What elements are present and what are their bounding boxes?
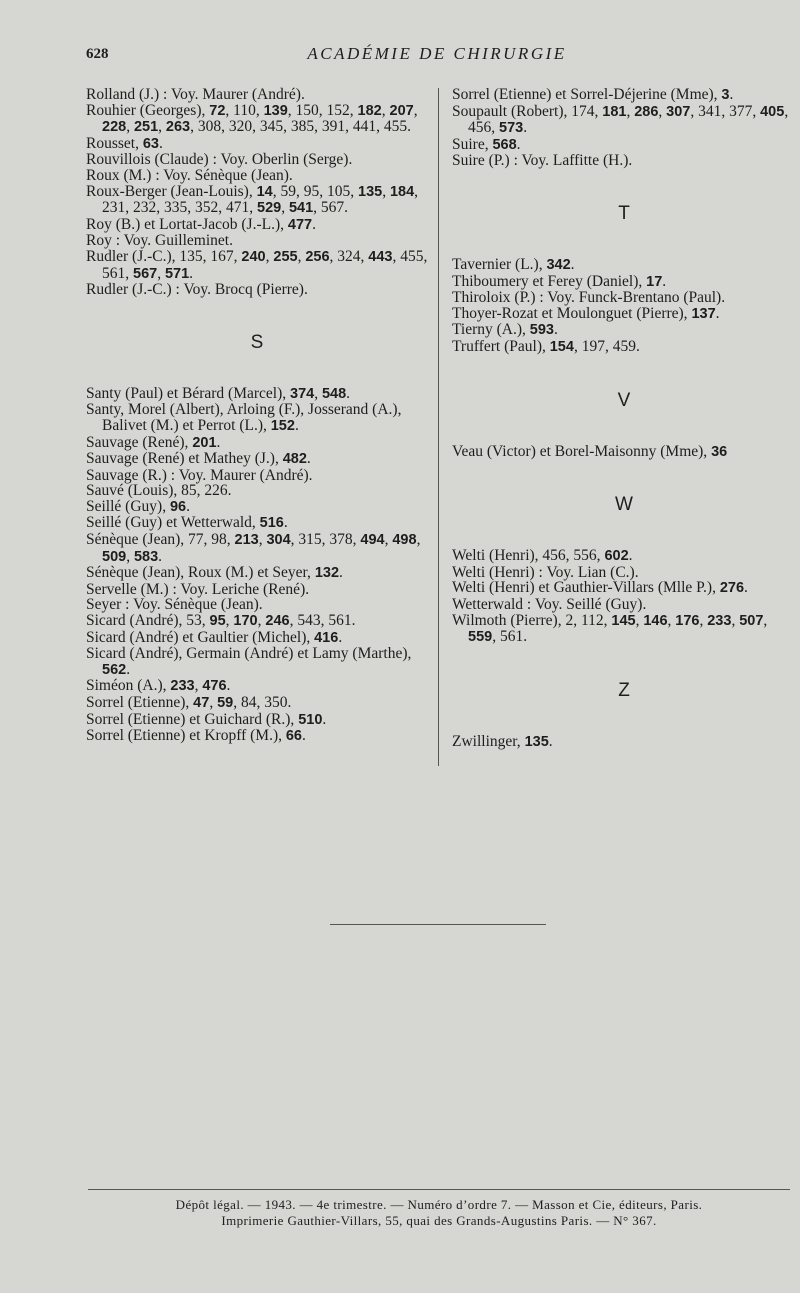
entry-text: , bbox=[225, 612, 234, 630]
index-entry bbox=[86, 386, 428, 403]
entry-text: . bbox=[744, 579, 748, 597]
page-ref-bold: 14 bbox=[256, 183, 273, 200]
page-ref-bold: 602 bbox=[604, 548, 629, 565]
entry-text: Santy (Paul) et Bérard (Marcel), bbox=[86, 384, 291, 402]
entry-text: Thoyer-Rozat et Moulonguet (Pierre), bbox=[452, 304, 692, 322]
entry-text: , bbox=[258, 531, 267, 549]
entry-text: Welti (Henri) et Gauthier-Villars (Mlle P.), bbox=[452, 579, 720, 597]
entry-text: Rudler (J.-C.) : Voy. Brocq (Pierre). bbox=[86, 281, 308, 299]
page-ref-bold: 145 bbox=[611, 612, 636, 629]
page-ref-bold: 477 bbox=[287, 216, 313, 233]
entry-text: . bbox=[294, 416, 299, 434]
page-ref-bold: 251 bbox=[133, 119, 159, 136]
entry-text: . bbox=[312, 215, 316, 233]
index-entry bbox=[86, 402, 428, 434]
entry-text: Sicard (André) et Gaultier (Michel), bbox=[86, 628, 315, 646]
entry-text: Wetterwald : Voy. Seillé (Guy). bbox=[452, 595, 647, 613]
page-ref-bold: 96 bbox=[169, 498, 187, 515]
page-ref-bold: 482 bbox=[282, 451, 307, 468]
entry-text: . bbox=[158, 134, 163, 152]
entry-text: , 456, bbox=[468, 102, 789, 137]
page-ref-bold: 516 bbox=[259, 515, 284, 532]
entry-text: , bbox=[667, 611, 676, 629]
page-ref-bold: 416 bbox=[314, 629, 339, 646]
entry-text: , 543, 561. bbox=[289, 612, 356, 630]
entry-text: Roy : Voy. Guilleminet. bbox=[86, 232, 233, 250]
entry-text: . bbox=[662, 272, 667, 290]
entry-text: , bbox=[265, 247, 274, 265]
entry-text: , bbox=[699, 611, 708, 629]
page-ref-bold: 443 bbox=[368, 248, 393, 265]
entry-text: , bbox=[381, 101, 390, 119]
page-ref-bold: 154 bbox=[549, 338, 574, 355]
page-ref-bold: 66 bbox=[285, 728, 302, 745]
entry-text: Sicard (André), Germain (André) et Lamy (Marthe), bbox=[86, 645, 412, 663]
page-ref-bold: 233 bbox=[170, 678, 195, 695]
entry-text: , bbox=[658, 102, 667, 120]
entry-text: , bbox=[126, 547, 134, 565]
page-ref-bold: 201 bbox=[192, 434, 217, 451]
page-ref-bold: 529 bbox=[257, 200, 282, 217]
index-entry bbox=[452, 339, 796, 356]
index-entry bbox=[452, 322, 796, 339]
entry-text: . bbox=[158, 547, 163, 565]
page-ref-bold: 135 bbox=[358, 183, 383, 200]
index-entry bbox=[86, 468, 428, 484]
running-title: ACADÉMIE DE CHIRURGIE bbox=[307, 44, 567, 63]
entry-text: . bbox=[729, 86, 734, 103]
entry-text: Sorrel (Etienne) et Guichard (R.), bbox=[86, 710, 299, 728]
entry-text: , 315, 378, bbox=[290, 531, 361, 549]
entry-text: , bbox=[157, 264, 165, 282]
index-entry bbox=[86, 451, 428, 468]
entry-text: Rudler (J.-C.), 135, 167, bbox=[86, 247, 242, 265]
index-entry bbox=[452, 444, 796, 461]
entry-text: Wilmoth (Pierre), 2, 112, bbox=[452, 611, 612, 629]
page-ref-bold: 541 bbox=[288, 200, 314, 217]
entry-text: Siméon (A.), bbox=[86, 677, 171, 695]
entry-text: Rouvillois (Claude) : Voy. Oberlin (Serge). bbox=[86, 151, 353, 169]
page-ref-bold: 59 bbox=[217, 695, 234, 711]
index-entry bbox=[86, 103, 428, 136]
page-ref-bold: 170 bbox=[233, 613, 258, 630]
page-ref-bold: 571 bbox=[164, 265, 190, 282]
page-ref-bold: 509 bbox=[102, 548, 127, 565]
page-ref-bold: 17 bbox=[646, 273, 663, 290]
entry-text: Sénèque (Jean), 77, 98, bbox=[86, 531, 235, 549]
footer-rule bbox=[88, 1189, 790, 1190]
page-ref-bold: 72 bbox=[209, 102, 226, 119]
entry-text: . bbox=[226, 677, 231, 695]
entry-text: Tavernier (L.), bbox=[452, 255, 547, 273]
entry-text: Thiboumery et Ferey (Daniel), bbox=[452, 272, 647, 290]
entry-text: Roux-Berger (Jean-Louis), bbox=[86, 182, 257, 200]
page-ref-bold: 342 bbox=[546, 256, 571, 273]
entry-text: , 341, 377, bbox=[690, 102, 761, 120]
entry-text: , 84, 350. bbox=[233, 694, 292, 711]
entry-text: , bbox=[384, 531, 393, 549]
entry-text: . bbox=[339, 564, 343, 582]
page-ref-bold: 494 bbox=[360, 532, 385, 549]
entry-text: , bbox=[194, 677, 203, 695]
page-ref-bold: 255 bbox=[273, 248, 298, 265]
entry-text: . bbox=[322, 710, 327, 728]
entry-text: . bbox=[628, 547, 633, 565]
page-ref-bold: 304 bbox=[266, 532, 291, 549]
entry-text: . bbox=[283, 514, 288, 532]
page-ref-bold: 374 bbox=[290, 385, 315, 402]
entry-text: , bbox=[626, 102, 635, 120]
page-ref-bold: 567 bbox=[133, 265, 158, 282]
entry-text: . bbox=[548, 732, 553, 750]
index-column-right bbox=[452, 87, 796, 750]
index-entry bbox=[86, 630, 428, 647]
page-ref-bold: 562 bbox=[102, 661, 127, 678]
entry-text: . bbox=[570, 255, 575, 273]
colophon-line-1: Dépôt légal. — 1943. — 4e trimestre. — Numéro d’ordre 7. — Masson et Cie, éditeurs, Paris. bbox=[175, 1197, 703, 1212]
index-entry bbox=[86, 217, 428, 234]
page-ref-bold: 405 bbox=[760, 103, 785, 120]
entry-text: . bbox=[338, 628, 343, 646]
index-entry bbox=[86, 499, 428, 516]
index-entry bbox=[86, 152, 428, 168]
entry-text: Seillé (Guy) et Wetterwald, bbox=[86, 514, 260, 532]
page-ref-bold: 476 bbox=[202, 678, 227, 695]
index-entry bbox=[452, 597, 796, 613]
entry-text: , 455, 561, bbox=[102, 247, 428, 282]
page-ref-bold: 184 bbox=[389, 183, 415, 200]
index-entry bbox=[452, 290, 796, 306]
end-rule bbox=[330, 924, 546, 925]
page-ref-bold: 146 bbox=[643, 612, 668, 629]
entry-text: , 197, 459. bbox=[573, 337, 640, 355]
entry-text: . bbox=[186, 497, 190, 515]
index-entry bbox=[452, 580, 796, 597]
entry-text: Sauvé (Louis), 85, 226. bbox=[86, 482, 232, 500]
entry-text: . bbox=[516, 135, 521, 153]
entry-text: Roux (M.) : Voy. Sénèque (Jean). bbox=[86, 166, 293, 184]
index-entry bbox=[86, 728, 428, 745]
index-entry bbox=[86, 582, 428, 598]
entry-text: Sicard (André), 53, bbox=[86, 612, 210, 630]
section-letter-w: W bbox=[615, 494, 633, 516]
page-ref-bold: 152 bbox=[270, 417, 295, 434]
entry-text: , 231, 232, 335, 352, 471, bbox=[102, 182, 419, 217]
entry-text: Welti (Henri) : Voy. Lian (C.). bbox=[452, 563, 639, 581]
entry-text: , 150, 152, bbox=[287, 101, 358, 119]
page-ref-bold: 137 bbox=[691, 305, 716, 322]
page-ref-bold: 307 bbox=[666, 103, 691, 120]
entry-text: Veau (Victor) et Borel-Maisonny (Mme), bbox=[452, 442, 712, 460]
page-ref-bold: 47 bbox=[193, 695, 210, 711]
page-ref-bold: 593 bbox=[529, 322, 554, 339]
page-number: 628 bbox=[86, 46, 109, 62]
index-entry bbox=[86, 597, 428, 613]
index-entry bbox=[86, 515, 428, 532]
index-entry bbox=[452, 87, 796, 104]
entry-text: , bbox=[158, 118, 166, 136]
entry-text: . bbox=[306, 450, 311, 468]
page-ref-bold: 263 bbox=[165, 119, 191, 136]
colophon-line-2: Imprimerie Gauthier-Villars, 55, quai des Grands-Augustins Paris. — N° 367. bbox=[221, 1213, 657, 1228]
entry-text: , bbox=[257, 612, 266, 630]
index-entry bbox=[452, 306, 796, 323]
entry-text: Thiroloix (P.) : Voy. Funck-Brentano (Paul). bbox=[452, 289, 726, 307]
index-entry bbox=[452, 104, 796, 137]
index-entry bbox=[86, 233, 428, 249]
index-entry bbox=[86, 613, 428, 630]
page-ref-bold: 559 bbox=[468, 629, 493, 646]
index-entry bbox=[452, 257, 796, 274]
page-ref-bold: 139 bbox=[263, 102, 288, 119]
entry-text: . bbox=[346, 384, 351, 402]
entry-text: , bbox=[635, 611, 644, 629]
page-ref-bold: 213 bbox=[234, 532, 259, 549]
entry-text: , 324, bbox=[329, 247, 369, 265]
section-letter-s: S bbox=[250, 331, 264, 353]
entry-text: . bbox=[216, 433, 221, 451]
entry-text: Seyer : Voy. Sénèque (Jean). bbox=[86, 596, 263, 614]
index-entry bbox=[86, 282, 428, 298]
entry-text: , 110, bbox=[225, 101, 264, 119]
section-letter-v: V bbox=[617, 389, 631, 411]
entry-text: Rolland (J.) : Voy. Maurer (André). bbox=[86, 86, 305, 103]
index-entry bbox=[86, 249, 428, 282]
entry-text: Welti (Henri), 456, 556, bbox=[452, 547, 605, 565]
entry-text: Servelle (M.) : Voy. Leriche (René). bbox=[86, 580, 310, 598]
index-entry bbox=[86, 435, 428, 452]
page-ref-bold: 548 bbox=[321, 385, 347, 402]
index-entry bbox=[86, 87, 428, 103]
section-letter-z: Z bbox=[618, 679, 630, 701]
entry-text: . bbox=[302, 727, 306, 745]
entry-text: , 59, 95, 105, bbox=[272, 182, 358, 200]
page-ref-bold: 228 bbox=[102, 119, 127, 136]
entry-text: Sorrel (Etienne), bbox=[86, 694, 194, 711]
page-ref-bold: 135 bbox=[524, 733, 549, 750]
page-ref-bold: 207 bbox=[389, 102, 414, 119]
section-letter-t: T bbox=[618, 202, 630, 224]
entry-text: Rousset, bbox=[86, 134, 143, 152]
page-ref-bold: 233 bbox=[707, 612, 732, 629]
entry-text: Suire (P.) : Voy. Laffitte (H.). bbox=[452, 152, 633, 170]
page-ref-bold: 63 bbox=[142, 135, 159, 152]
entry-text: , bbox=[416, 531, 421, 549]
entry-text: , 308, 320, 345, 385, 391, 441, 455. bbox=[190, 118, 411, 136]
column-divider bbox=[438, 88, 439, 766]
index-entry bbox=[86, 184, 428, 217]
entry-text: Suire, bbox=[452, 135, 493, 153]
page-ref-bold: 182 bbox=[357, 102, 382, 119]
index-entry bbox=[452, 613, 796, 646]
entry-text: , bbox=[314, 384, 322, 402]
entry-text: Zwillinger, bbox=[452, 732, 525, 750]
entry-text: . bbox=[523, 119, 528, 137]
index-entry bbox=[452, 548, 796, 565]
index-entry bbox=[452, 137, 796, 154]
entry-text: Sauvage (René), bbox=[86, 433, 193, 451]
entry-text: . bbox=[126, 660, 131, 678]
index-entry bbox=[86, 532, 428, 565]
entry-text: , 567. bbox=[313, 199, 349, 217]
entry-text: . bbox=[715, 304, 720, 322]
index-entry bbox=[86, 168, 428, 184]
entry-text: Tierny (A.), bbox=[452, 321, 530, 339]
page-ref-bold: 240 bbox=[241, 248, 266, 265]
page-ref-bold: 95 bbox=[209, 613, 226, 630]
entry-text: Truffert (Paul), bbox=[452, 337, 550, 355]
entry-text: Sorrel (Etienne) et Sorrel-Déjerine (Mme), bbox=[452, 86, 722, 103]
page-ref-bold: 573 bbox=[499, 120, 524, 137]
entry-text: Sénèque (Jean), Roux (M.) et Seyer, bbox=[86, 564, 315, 582]
index-entry bbox=[86, 565, 428, 582]
entry-text: , bbox=[297, 247, 306, 265]
index-entry bbox=[86, 678, 428, 695]
page-ref-bold: 510 bbox=[298, 711, 323, 728]
page-ref-bold: 276 bbox=[719, 580, 745, 597]
entry-text: Soupault (Robert), 174, bbox=[452, 102, 603, 120]
index-entry bbox=[452, 734, 796, 751]
entry-text: . bbox=[189, 264, 194, 282]
page-ref-bold: 36 bbox=[711, 443, 728, 460]
entry-text: Sauvage (René) et Mathey (J.), bbox=[86, 450, 283, 468]
index-entry bbox=[452, 153, 796, 169]
entry-text: , bbox=[209, 694, 218, 711]
index-entry bbox=[86, 136, 428, 153]
page-ref-bold: 568 bbox=[492, 136, 517, 153]
index-entry bbox=[86, 646, 428, 678]
index-entry bbox=[452, 565, 796, 581]
entry-text: , bbox=[763, 611, 768, 629]
entry-text: Santy, Morel (Albert), Arloing (F.), Josserand (A.), Balivet (M.) et Perrot (L.), bbox=[86, 401, 402, 434]
page-header bbox=[86, 44, 788, 68]
page-ref-bold: 132 bbox=[314, 565, 340, 582]
entry-text: , bbox=[382, 182, 390, 200]
page-ref-bold: 507 bbox=[739, 612, 764, 629]
entry-text: Sorrel (Etienne) et Kropff (M.), bbox=[86, 727, 286, 745]
entry-text: , bbox=[731, 611, 740, 629]
entry-text: . bbox=[554, 321, 558, 339]
page-ref-bold: 3 bbox=[721, 87, 730, 103]
page-ref-bold: 583 bbox=[133, 548, 159, 565]
index-entry bbox=[86, 483, 428, 499]
page-ref-bold: 498 bbox=[392, 532, 417, 549]
index-entry bbox=[86, 695, 428, 712]
page-ref-bold: 246 bbox=[265, 613, 290, 630]
page-ref-bold: 181 bbox=[602, 103, 627, 120]
page-ref-bold: 286 bbox=[634, 103, 659, 120]
page-ref-bold: 176 bbox=[675, 612, 700, 629]
index-column-left bbox=[86, 87, 428, 745]
entry-text: , bbox=[126, 118, 134, 136]
entry-text: , bbox=[281, 199, 289, 217]
colophon bbox=[88, 1197, 790, 1229]
page-ref-bold: 256 bbox=[305, 248, 330, 265]
entry-text: Sauvage (R.) : Voy. Maurer (André). bbox=[86, 466, 313, 484]
index-entry bbox=[452, 274, 796, 291]
entry-text: Seillé (Guy), bbox=[86, 497, 170, 515]
entry-text: , bbox=[413, 101, 418, 119]
entry-text: , 561. bbox=[492, 628, 528, 646]
index-entry bbox=[86, 712, 428, 729]
entry-text: Rouhier (Georges), bbox=[86, 101, 210, 119]
entry-text: Roy (B.) et Lortat-Jacob (J.-L.), bbox=[86, 215, 288, 233]
